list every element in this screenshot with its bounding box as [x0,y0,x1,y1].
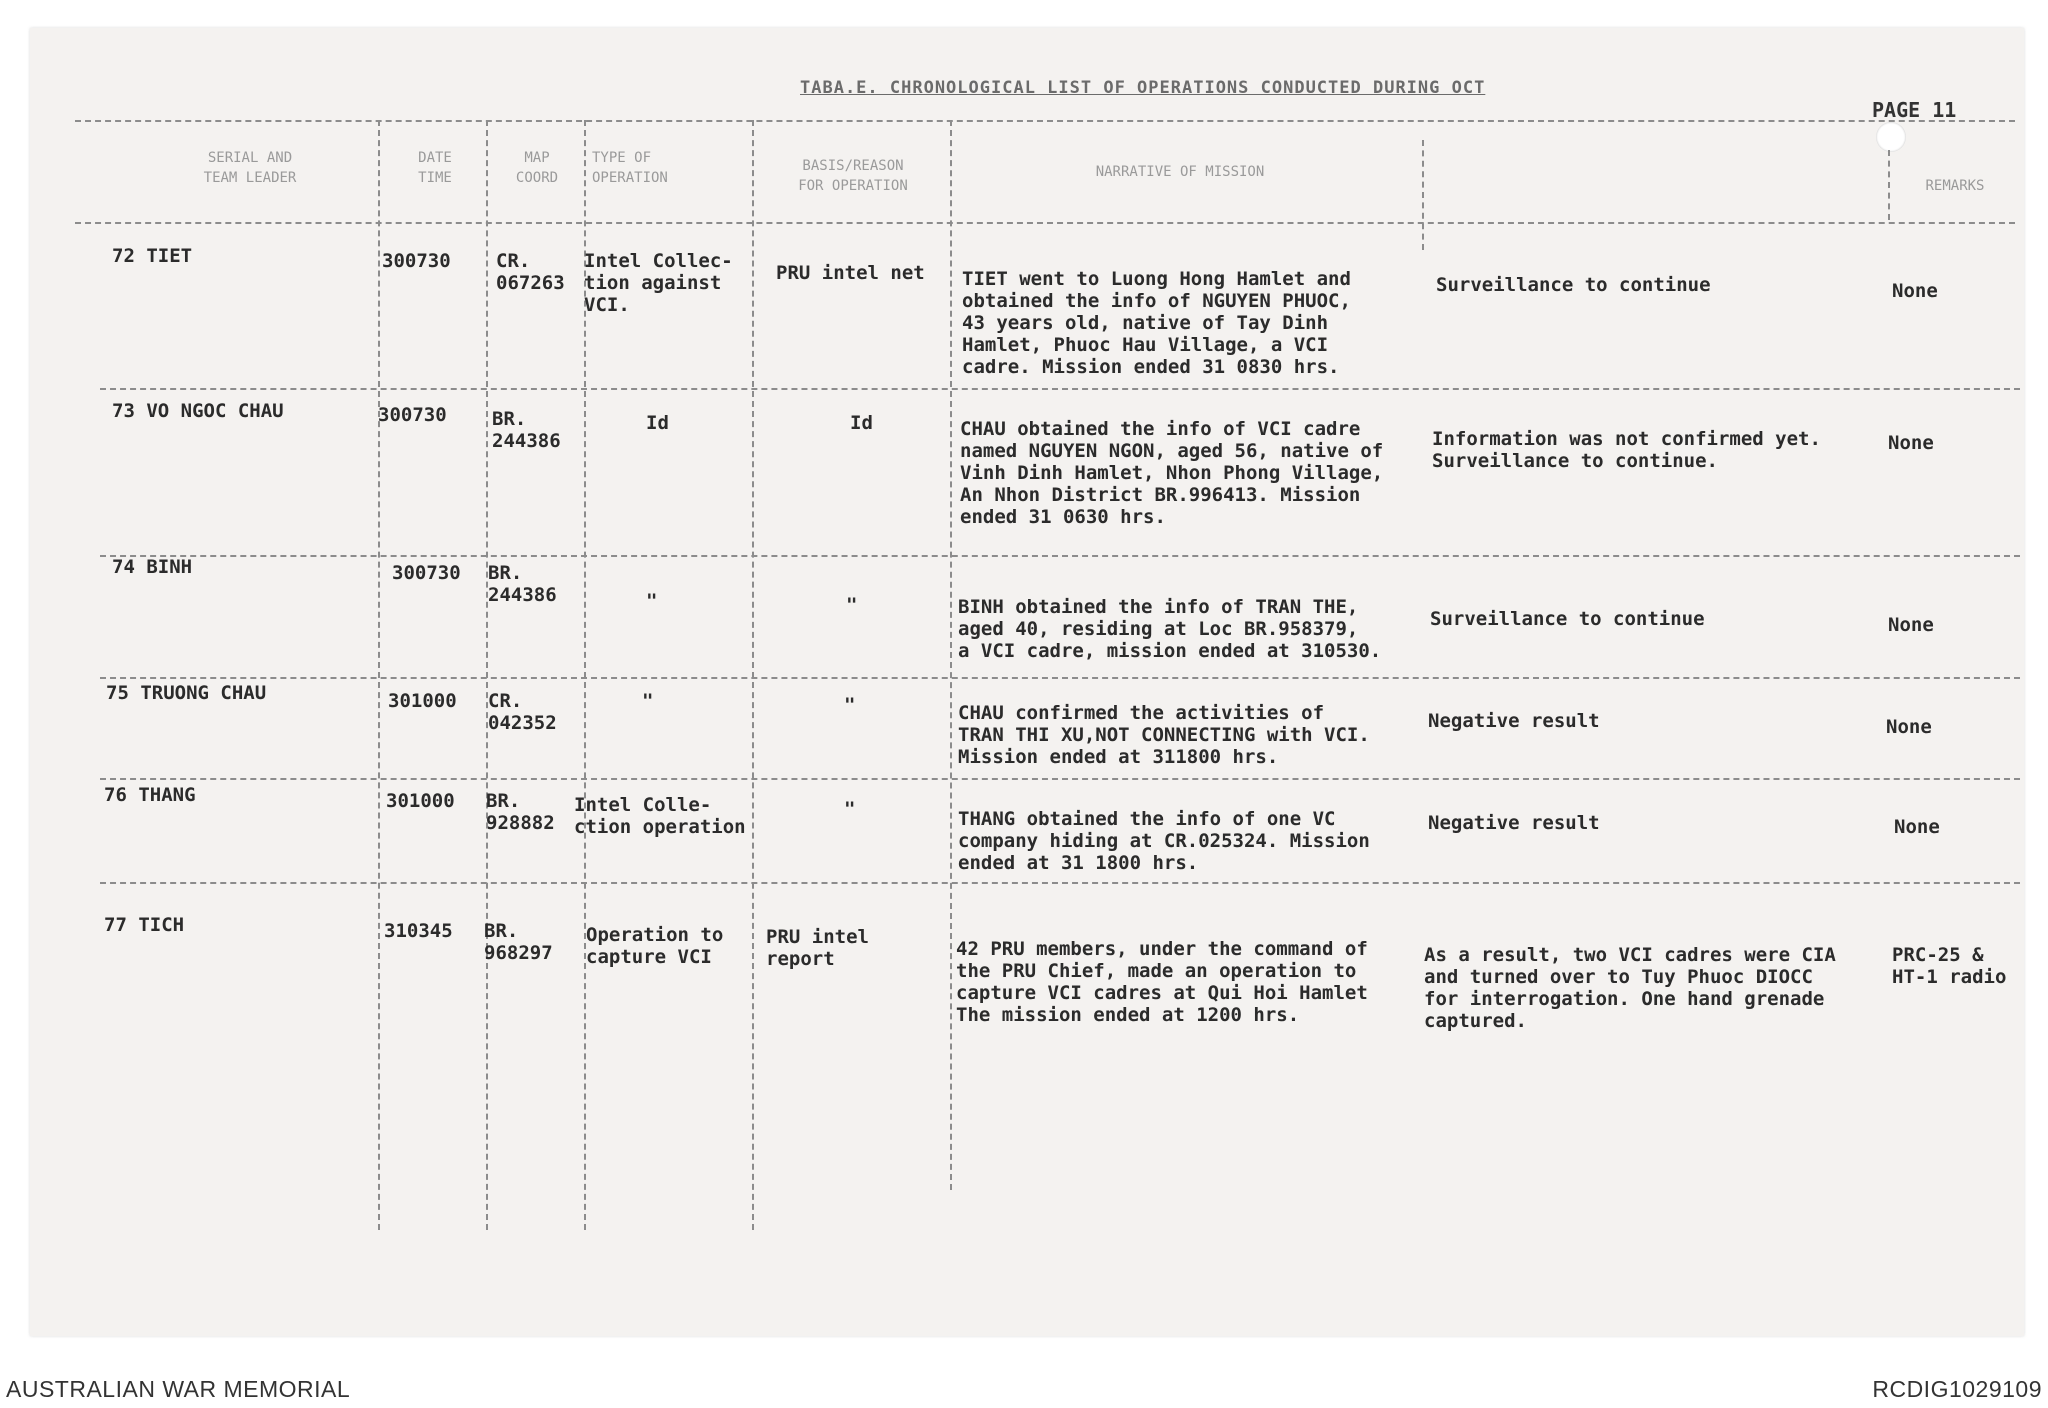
mission-narrative: CHAU obtained the info of VCI cadre named NGUYEN NGON, aged 56, native of Vinh Dinh Hamlet, Nhon Phong Village, An Nhon District BR.996413. Mission ended 31 0630 hrs. [960,418,1384,528]
column-rule [486,120,488,1230]
date-time: 300730 [378,404,447,426]
column-header-map-coord: MAP COORD [515,150,559,186]
operation-basis: " [844,694,856,716]
remarks: PRC-25 & HT-1 radio [1892,944,2007,988]
header-bottom-rule [75,222,2015,224]
map-coord: BR. 244386 [488,562,557,606]
mission-result: Information was not confirmed yet. Surveillance to continue. [1432,428,1821,472]
page-number: PAGE 11 [1872,98,1957,122]
column-header-basis: BASIS/REASON FOR OPERATION [798,158,908,194]
mission-result: Negative result [1428,710,1600,732]
serial-team-leader: 76 THANG [104,784,196,806]
date-time: 301000 [386,790,455,812]
serial-team-leader: 72 TIET [112,245,193,267]
operation-basis: " [846,594,858,616]
column-header-date: DATE TIME [418,150,452,186]
map-coord: BR. 928882 [486,790,555,834]
remarks: None [1888,432,1934,454]
mission-result: As a result, two VCI cadres were CIA and turned over to Tuy Phuoc DIOCC for interrogation. One hand grenade captured. [1424,944,1836,1032]
document-title: TABA.E. CHRONOLOGICAL LIST OF OPERATIONS CONDUCTED DURING OCT [800,78,1486,98]
column-rule [378,120,380,1230]
map-coord: BR. 244386 [492,408,561,452]
column-rule [1422,140,1424,250]
operation-basis: " [844,798,856,820]
column-header-type: TYPE OF OPERATION [592,150,668,186]
map-coord: CR. 067263 [496,250,565,294]
serial-team-leader: 73 VO NGOC CHAU [112,400,284,422]
remarks: None [1892,280,1938,302]
column-rule [752,120,754,1230]
remarks: None [1894,816,1940,838]
mission-narrative: CHAU confirmed the activities of TRAN THI XU,NOT CONNECTING with VCI. Mission ended at 311800 hrs. [958,702,1370,768]
mission-narrative: BINH obtained the info of TRAN THE, aged 40, residing at Loc BR.958379, a VCI cadre, mission ended at 310530. [958,596,1382,662]
column-header-serial: SERIAL AND TEAM LEADER [203,150,297,186]
operation-type: Intel Collec- tion against VCI. [584,250,733,316]
map-coord: CR. 042352 [488,690,557,734]
serial-team-leader: 77 TICH [104,914,185,936]
date-time: 301000 [388,690,457,712]
column-rule [950,120,952,1190]
mission-result: Negative result [1428,812,1600,834]
map-coord: BR. 968297 [484,920,553,964]
row-rule [100,778,2020,780]
archive-reference: RCDIG1029109 [1872,1376,2042,1402]
column-rule [1888,150,1890,220]
punch-hole [1876,122,1906,152]
remarks: None [1886,716,1932,738]
operation-basis: PRU intel net [776,262,925,284]
mission-result: Surveillance to continue [1436,274,1711,296]
mission-result: Surveillance to continue [1430,608,1705,630]
operation-type: Operation to capture VCI [586,924,724,968]
document-sheet [30,28,2024,1336]
date-time: 310345 [384,920,453,942]
table-top-rule [75,120,2015,122]
operation-type: " [646,590,658,612]
operation-type: Id [646,412,669,434]
operation-type: Intel Colle- ction operation [574,794,746,838]
row-rule [100,677,2020,679]
row-rule [100,882,2020,884]
date-time: 300730 [382,250,451,272]
row-rule [100,555,2020,557]
remarks: None [1888,614,1934,636]
serial-team-leader: 75 TRUONG CHAU [106,682,267,704]
operation-type: " [642,690,654,712]
operation-basis: Id [850,412,873,434]
date-time: 300730 [392,562,461,584]
operation-basis: PRU intel report [766,926,869,970]
serial-team-leader: 74 BINH [112,556,193,578]
column-header-narrative: NARRATIVE OF MISSION [1095,164,1265,180]
mission-narrative: 42 PRU members, under the command of the PRU Chief, made an operation to capture VCI cadres at Qui Hoi Hamlet The mission ended at 1200 hrs. [956,938,1368,1026]
archive-credit: AUSTRALIAN WAR MEMORIAL [6,1376,351,1402]
mission-narrative: TIET went to Luong Hong Hamlet and obtained the info of NGUYEN PHUOC, 43 years old, native of Tay Dinh Hamlet, Phuoc Hau Village, a VCI cadre. Mission ended 31 0830 hrs. [962,268,1351,378]
column-header-remarks: REMARKS [1925,178,1985,194]
mission-narrative: THANG obtained the info of one VC company hiding at CR.025324. Mission ended at 31 1800 hrs. [958,808,1370,874]
row-rule [100,388,2020,390]
